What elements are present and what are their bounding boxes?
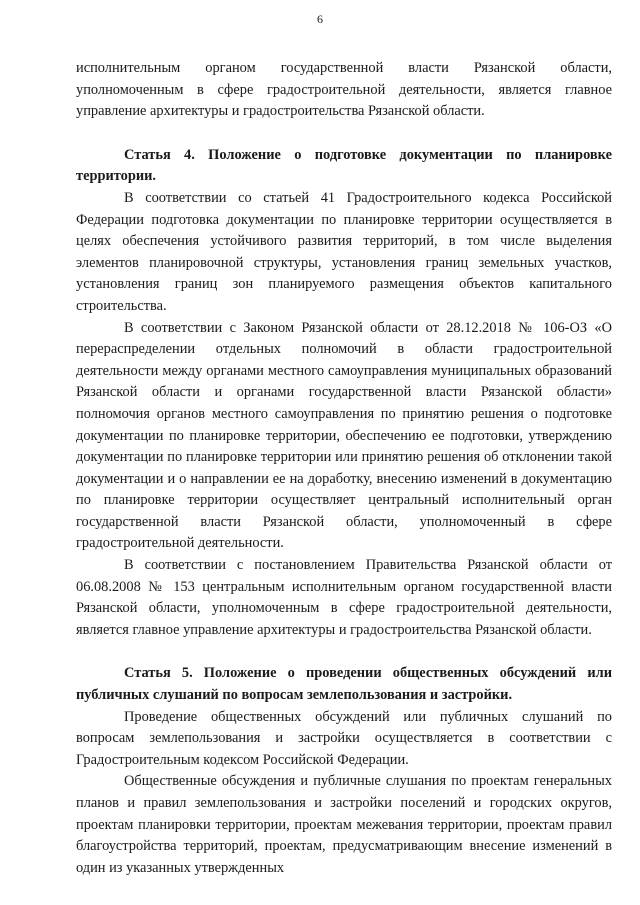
paragraph: В соответствии с Законом Рязанской области от 28.12.2018 № 106-ОЗ «О перераспределении отдельных полномочий в области градостроительной деятельности между органами местного самоуправления муниципальных образований Рязанской области и органами государственной власти Рязанской области» полномочия органов местного самоуправления по принятию решения о подготовке документации по планировке территории, обеспечению ее подготовки, утверждению документации по планировке территории или принятию решения об отклонении такой документации и о направлении ее на доработку, внесению изменений в документацию по планировке территории осуществляет центральный исполнительный орган государственной власти Рязанской области, уполномоченный в сфере градостроительной деятельности. xyxy=(76,319,612,552)
page-number: 6 xyxy=(317,12,323,26)
section-gap xyxy=(76,641,612,663)
paragraph: Общественные обсуждения и публичные слушания по проектам генеральных планов и правил землепользования и застройки поселений и городских округов, проектам планировки территории, проектам межевания территории, проектам правил благоустройства территорий, проектам, предусматривающим внесение изменений в один из указанных утвержденных xyxy=(76,773,612,876)
document-body xyxy=(76,58,612,879)
paragraph: В соответствии с постановлением Правительства Рязанской области от 06.08.2008 № 153 центральным исполнительным органом государственной власти Рязанской области, уполномоченным в сфере градостроительной деятельности, является главное управление архитектуры и градостроительства Рязанской области. xyxy=(76,557,612,638)
paragraph-continuation: исполнительным органом государственной власти Рязанской области, уполномоченным в сфере градостроительной деятельности, является главное управление архитектуры и градостроительства Рязанской области. xyxy=(76,60,612,120)
section-gap xyxy=(76,123,612,145)
paragraph: Проведение общественных обсуждений или публичных слушаний по вопросам землепользования и застройки осуществляется в соответствии с Градостроительным кодексом Российской Федерации. xyxy=(76,708,612,768)
article-5-heading: Статья 5. Положение о проведении общественных обсуждений или публичных слушаний по вопросам землепользования и застройки. xyxy=(76,665,612,704)
article-4-heading: Статья 4. Положение о подготовке документации по планировке территории. xyxy=(76,146,612,185)
paragraph: В соответствии со статьей 41 Градостроительного кодекса Российской Федерации подготовка документации по планировке территории осуществляется в целях обеспечения устойчивого развития территорий, в том числе выделения элементов планировочной структуры, установления границ земельных участков, установления границ зон планируемого размещения объектов капитального строительства. xyxy=(76,189,612,314)
